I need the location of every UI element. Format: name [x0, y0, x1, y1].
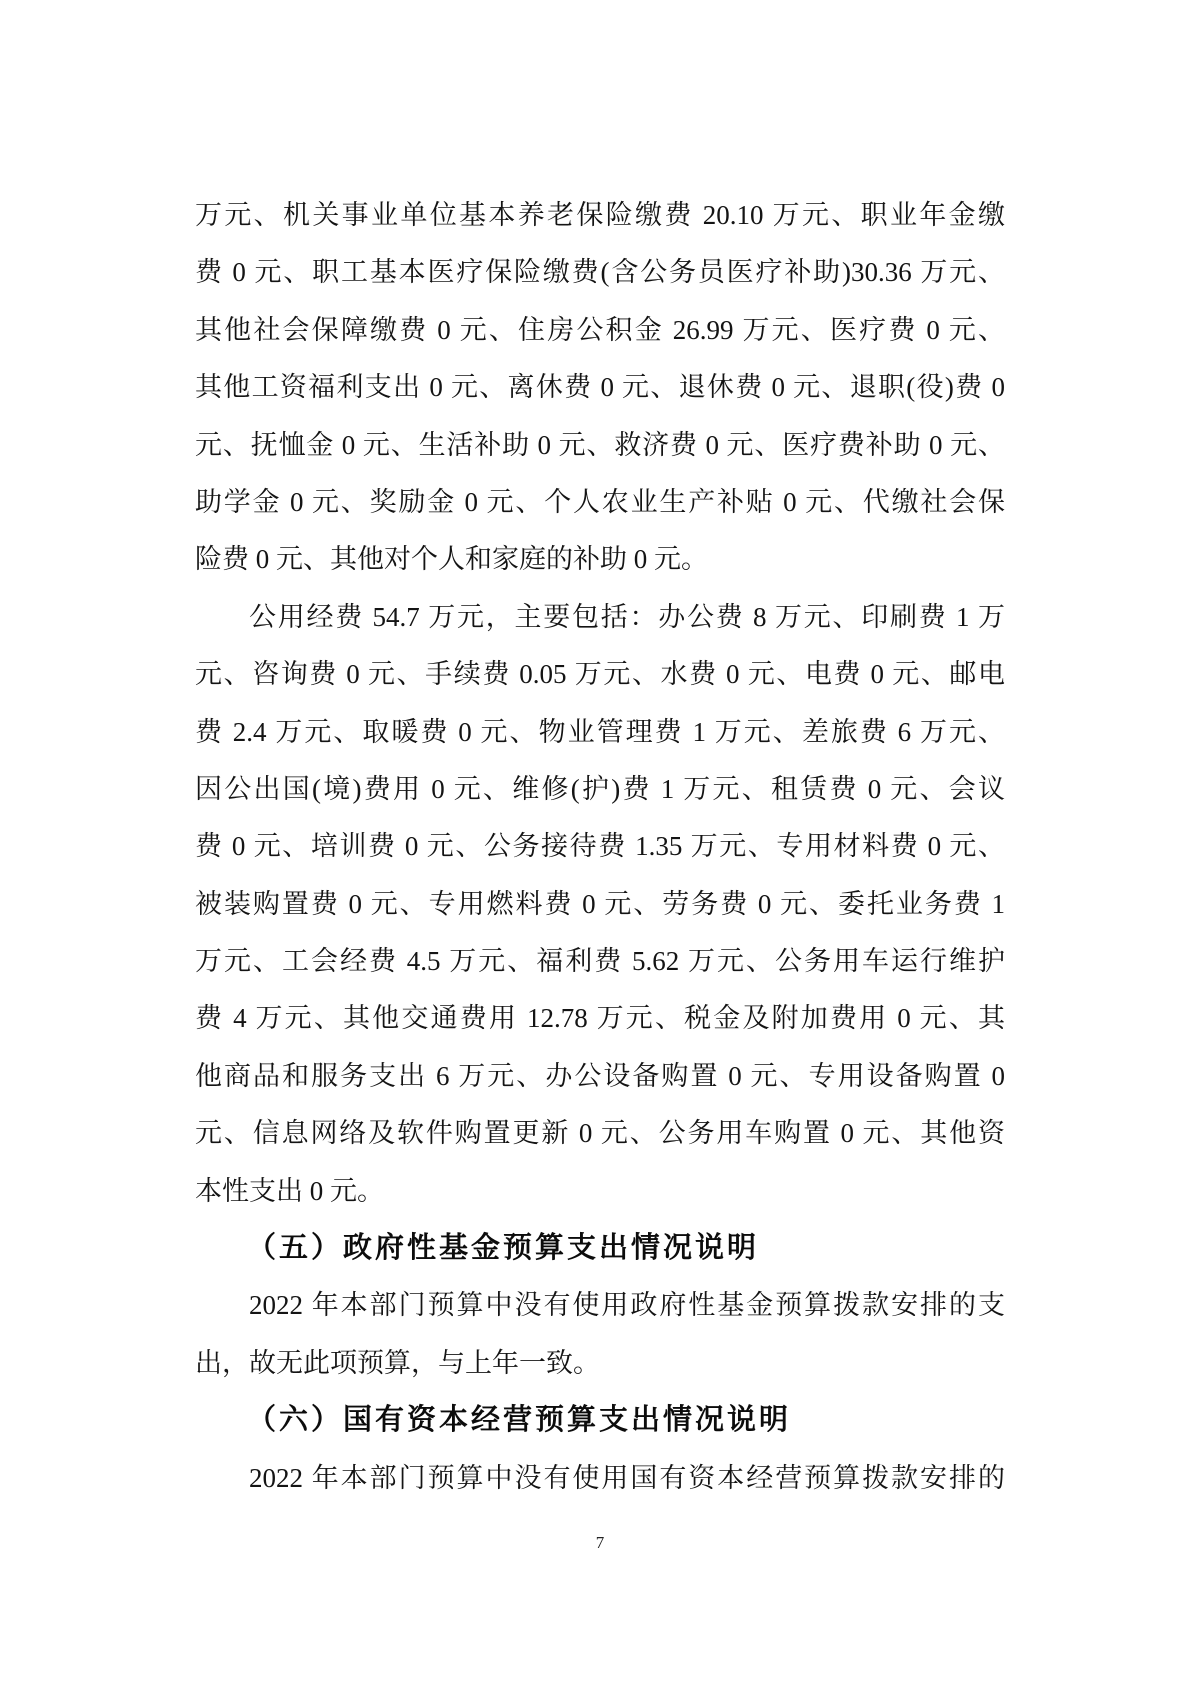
- body-line: 费 0 元、培训费 0 元、公务接待费 1.35 万元、专用材料费 0 元、: [195, 831, 1005, 862]
- body-line: 因公出国(境)费用 0 元、维修(护)费 1 万元、租赁费 0 元、会议: [195, 773, 1005, 804]
- body-line: 2022 年本部门预算中没有使用政府性基金预算拨款安排的支: [249, 1290, 1005, 1321]
- body-line: 出，故无此项预算，与上年一致。: [195, 1347, 600, 1378]
- body-line: 费 4 万元、其他交通费用 12.78 万元、税金及附加费用 0 元、其: [195, 1003, 1005, 1034]
- body-line: 其他社会保障缴费 0 元、住房公积金 26.99 万元、医疗费 0 元、: [195, 314, 1005, 345]
- personnel-paragraph: [195, 187, 1005, 589]
- body-line: 险费 0 元、其他对个人和家庭的补助 0 元。: [195, 544, 708, 575]
- section-heading: （五）政府性基金预算支出情况说明: [247, 1232, 760, 1265]
- body-line: 被装购置费 0 元、专用燃料费 0 元、劳务费 0 元、委托业务费 1: [195, 888, 1005, 919]
- body-line: 万元、机关事业单位基本养老保险缴费 20.10 万元、职业年金缴: [195, 200, 1005, 230]
- page-body: [195, 187, 1005, 1507]
- body-line: 元、抚恤金 0 元、生活补助 0 元、救济费 0 元、医疗费补助 0 元、: [195, 429, 1005, 460]
- public-expenses-paragraph: [195, 589, 1005, 1220]
- body-line: 他商品和服务支出 6 万元、办公设备购置 0 元、专用设备购置 0: [195, 1060, 1005, 1091]
- body-line: 其他工资福利支出 0 元、离休费 0 元、退休费 0 元、退职(役)费 0: [195, 372, 1005, 403]
- body-line: 助学金 0 元、奖励金 0 元、个人农业生产补贴 0 元、代缴社会保: [195, 486, 1005, 517]
- body-line: 公用经费 54.7 万元，主要包括：办公费 8 万元、印刷费 1 万: [249, 601, 1005, 632]
- page-number: 7: [595, 1533, 605, 1552]
- body-line: 费 2.4 万元、取暖费 0 元、物业管理费 1 万元、差旅费 6 万元、: [195, 716, 1005, 747]
- section-5: [195, 1220, 1005, 1392]
- body-line: 元、信息网络及软件购置更新 0 元、公务用车购置 0 元、其他资: [195, 1118, 1005, 1149]
- body-line: 2022 年本部门预算中没有使用国有资本经营预算拨款安排的: [249, 1462, 1005, 1493]
- body-line: 元、咨询费 0 元、手续费 0.05 万元、水费 0 元、电费 0 元、邮电: [195, 659, 1005, 690]
- section-6: [195, 1392, 1005, 1507]
- body-line: 本性支出 0 元。: [195, 1175, 384, 1206]
- section-heading: （六）国有资本经营预算支出情况说明: [247, 1404, 792, 1437]
- body-line: 费 0 元、职工基本医疗保险缴费(含公务员医疗补助)30.36 万元、: [195, 257, 1005, 288]
- body-line: 万元、工会经费 4.5 万元、福利费 5.62 万元、公务用车运行维护: [195, 946, 1005, 977]
